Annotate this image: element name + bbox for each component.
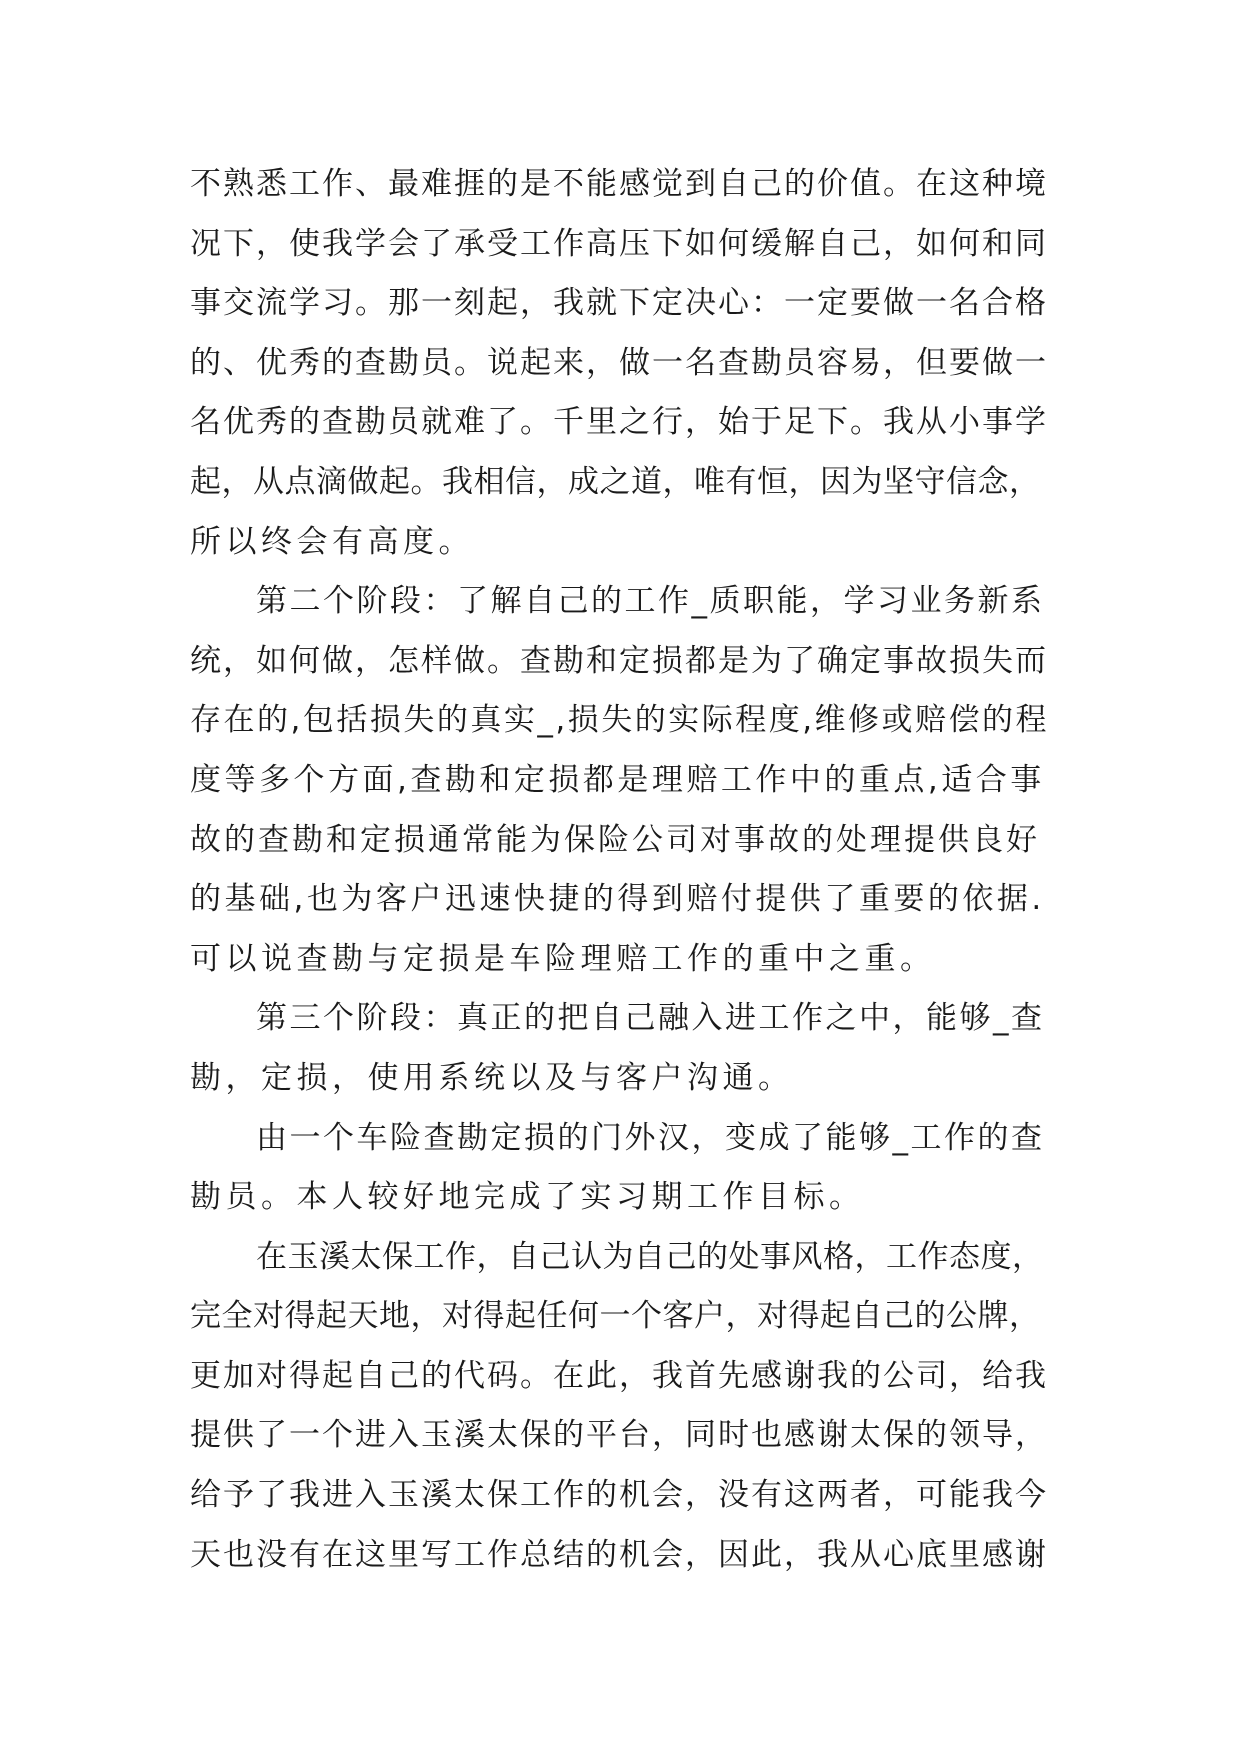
text-line: 不熟悉工作、最难捱的是不能感觉到自己的价值。在这种境 (190, 166, 1048, 202)
body-text (190, 155, 1050, 1585)
text-line: 提供了一个进入玉溪太保的平台，同时也感谢太保的领导， (190, 1417, 1048, 1454)
text-line: 给予了我进入玉溪太保工作的机会，没有这两者，可能我今 (190, 1477, 1048, 1514)
text-line: 勘，定损，使用系统以及与客户沟通。 (190, 1059, 794, 1096)
text-line: 天也没有在这里写工作总结的机会，因此，我从心底里感谢 (190, 1536, 1048, 1573)
text-line: 第二个阶段：了解自己的工作_质职能，学习业务新系 (256, 583, 1045, 620)
text-line: 更加对得起自己的代码。在此，我首先感谢我的公司，给我 (190, 1357, 1048, 1394)
text-line: 勘员。本人较好地完成了实习期工作目标。 (190, 1179, 865, 1216)
text-line: 的基础,也为客户迅速快捷的得到赔付提供了重要的依据. (190, 881, 1045, 918)
text-line: 由一个车险查勘定损的门外汉，变成了能够_工作的查 (256, 1119, 1045, 1156)
text-line: 度等多个方面,查勘和定损都是理赔工作中的重点,适合事 (190, 761, 1045, 798)
text-line: 在玉溪太保工作，自己认为自己的处事风格，工作态度， (256, 1238, 1044, 1275)
text-line: 名优秀的查勘员就难了。千里之行，始于足下。我从小事学 (190, 404, 1048, 441)
text-line: 完全对得起天地，对得起任何一个客户，对得起自己的公牌， (190, 1298, 1041, 1335)
text-line: 的、优秀的查勘员。说起来，做一名查勘员容易，但要做一 (190, 344, 1048, 381)
text-line: 故的查勘和定损通常能为保险公司对事故的处理提供良好 (190, 821, 1040, 858)
text-line: 事交流学习。那一刻起，我就下定决心：一定要做一名合格 (190, 285, 1048, 322)
text-line: 统，如何做，怎样做。查勘和定损都是为了确定事故损失而 (190, 642, 1048, 679)
text-line: 第三个阶段：真正的把自己融入进工作之中，能够_查 (256, 1000, 1045, 1037)
text-line: 况下，使我学会了承受工作高压下如何缓解自己，如何和同 (190, 225, 1048, 262)
text-line: 起，从点滴做起。我相信，成之道，唯有恒，因为坚守信念， (190, 463, 1041, 500)
text-line: 可以说查勘与定损是车险理赔工作的重中之重。 (190, 940, 936, 977)
text-line: 存在的,包括损失的真实_,损失的实际程度,维修或赔偿的程 (190, 702, 1050, 739)
text-line: 所以终会有高度。 (190, 523, 474, 560)
